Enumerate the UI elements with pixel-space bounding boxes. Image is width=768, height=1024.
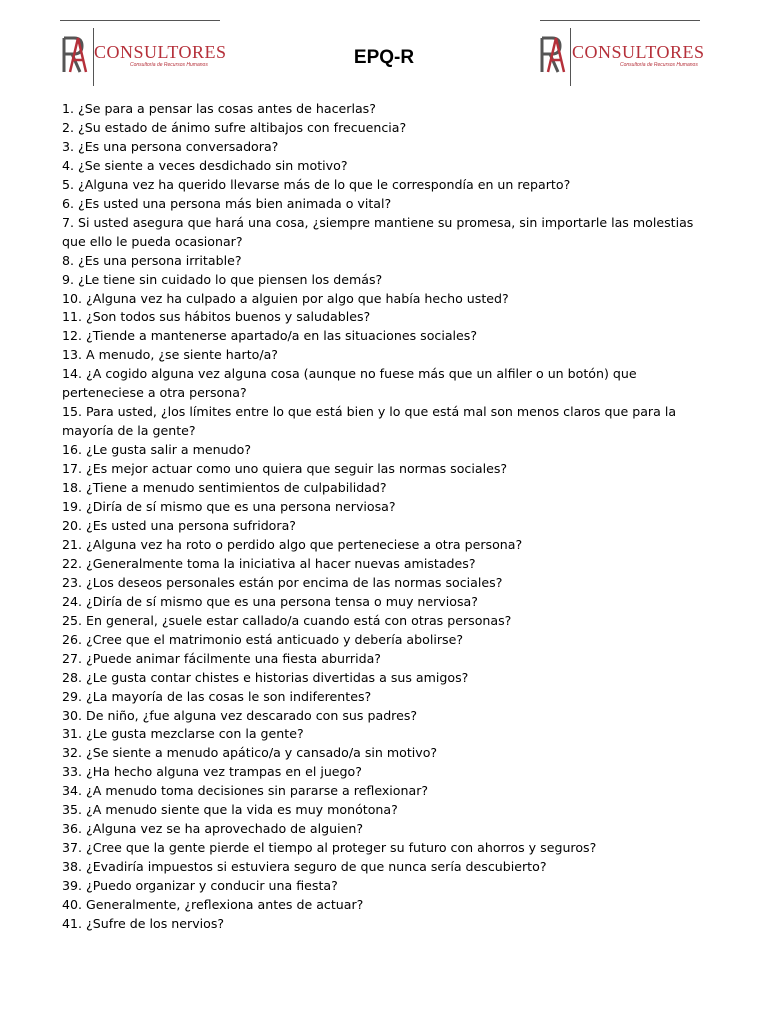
question-item: 28. ¿Le gusta contar chistes e historias divertidas a sus amigos? xyxy=(62,669,469,685)
logo-brand-text: CONSULTORES xyxy=(572,42,705,62)
ra-monogram-icon xyxy=(538,34,568,74)
company-logo-right xyxy=(540,20,705,86)
question-item: 19. ¿Diría de sí mismo que es una persona nerviosa? xyxy=(62,499,396,515)
question-item: 2. ¿Su estado de ánimo sufre altibajos con frecuencia? xyxy=(62,119,407,135)
question-item: 21. ¿Alguna vez ha roto o perdido algo que perteneciese a otra persona? xyxy=(62,536,523,552)
question-item: 36. ¿Alguna vez se ha aprovechado de alguien? xyxy=(62,821,364,837)
logo-brand-text: CONSULTORES xyxy=(94,42,227,62)
question-item: 14. ¿A cogido alguna vez alguna cosa (aunque no fuese más que un alfiler o un botón) que perteneciese a otra persona? xyxy=(62,366,637,401)
question-item: 23. ¿Los deseos personales están por encima de las normas sociales? xyxy=(62,574,503,590)
question-item: 35. ¿A menudo siente que la vida es muy monótona? xyxy=(62,802,398,818)
question-item: 12. ¿Tiende a mantenerse apartado/a en las situaciones sociales? xyxy=(62,328,478,344)
question-item: 1. ¿Se para a pensar las cosas antes de hacerlas? xyxy=(62,101,376,116)
question-item: 39. ¿Puedo organizar y conducir una fiesta? xyxy=(62,878,338,894)
question-item: 8. ¿Es una persona irritable? xyxy=(62,252,242,268)
question-item: 3. ¿Es una persona conversadora? xyxy=(62,138,279,154)
question-item: 4. ¿Se siente a veces desdichado sin motivo? xyxy=(62,157,348,173)
document-title: EPQ-R xyxy=(353,47,415,68)
question-item: 18. ¿Tiene a menudo sentimientos de culpabilidad? xyxy=(62,480,387,496)
logo-top-rule xyxy=(540,20,700,21)
question-item: 38. ¿Evadiría impuestos si estuviera seguro de que nunca sería descubierto? xyxy=(62,859,547,875)
question-item: 5. ¿Alguna vez ha querido llevarse más de lo que le correspondía en un reparto? xyxy=(62,176,571,192)
question-item: 13. A menudo, ¿se siente harto/a? xyxy=(62,347,278,363)
logo-divider xyxy=(570,28,571,86)
question-list xyxy=(62,100,712,934)
question-item: 20. ¿Es usted una persona sufridora? xyxy=(62,517,296,533)
question-item: 40. Generalmente, ¿reflexiona antes de actuar? xyxy=(62,897,364,913)
logo-top-rule xyxy=(60,20,220,21)
question-item: 6. ¿Es usted una persona más bien animada o vital? xyxy=(62,195,392,211)
question-item: 41. ¿Sufre de los nervios? xyxy=(62,915,225,931)
question-item: 27. ¿Puede animar fácilmente una fiesta aburrida? xyxy=(62,650,381,666)
question-item: 22. ¿Generalmente toma la iniciativa al hacer nuevas amistades? xyxy=(62,555,476,571)
question-item: 30. De niño, ¿fue alguna vez descarado con sus padres? xyxy=(62,707,418,723)
question-item: 29. ¿La mayoría de las cosas le son indiferentes? xyxy=(62,688,372,704)
question-item: 26. ¿Cree que el matrimonio está anticuado y debería abolirse? xyxy=(62,631,464,647)
question-item: 9. ¿Le tiene sin cuidado lo que piensen los demás? xyxy=(62,271,383,287)
page-header xyxy=(0,0,768,95)
question-item: 17. ¿Es mejor actuar como uno quiera que seguir las normas sociales? xyxy=(62,461,508,477)
question-item: 16. ¿Le gusta salir a menudo? xyxy=(62,442,251,458)
question-item: 24. ¿Diría de sí mismo que es una persona tensa o muy nerviosa? xyxy=(62,593,478,609)
question-item: 31. ¿Le gusta mezclarse con la gente? xyxy=(62,726,304,742)
question-item: 32. ¿Se siente a menudo apático/a y cansado/a sin motivo? xyxy=(62,745,438,761)
question-item: 37. ¿Cree que la gente pierde el tiempo al proteger su futuro con ahorros y seguros? xyxy=(62,840,597,856)
question-item: 33. ¿Ha hecho alguna vez trampas en el juego? xyxy=(62,764,362,780)
logo-tagline: Consultoría de Recursos Humanos xyxy=(620,62,698,68)
question-item: 7. Si usted asegura que hará una cosa, ¿siempre mantiene su promesa, sin importarle las molestias que ello le pueda ocasionar? xyxy=(62,214,694,249)
question-item: 25. En general, ¿suele estar callado/a cuando está con otras personas? xyxy=(62,612,512,628)
logo-tagline: Consultoría de Recursos Humanos xyxy=(130,62,208,68)
question-item: 34. ¿A menudo toma decisiones sin pararse a reflexionar? xyxy=(62,783,429,799)
question-item: 11. ¿Son todos sus hábitos buenos y saludables? xyxy=(62,309,371,325)
question-item: 15. Para usted, ¿los límites entre lo que está bien y lo que está mal son menos claros que para la mayoría de la gente? xyxy=(62,404,677,439)
question-item: 10. ¿Alguna vez ha culpado a alguien por algo que había hecho usted? xyxy=(62,290,509,306)
